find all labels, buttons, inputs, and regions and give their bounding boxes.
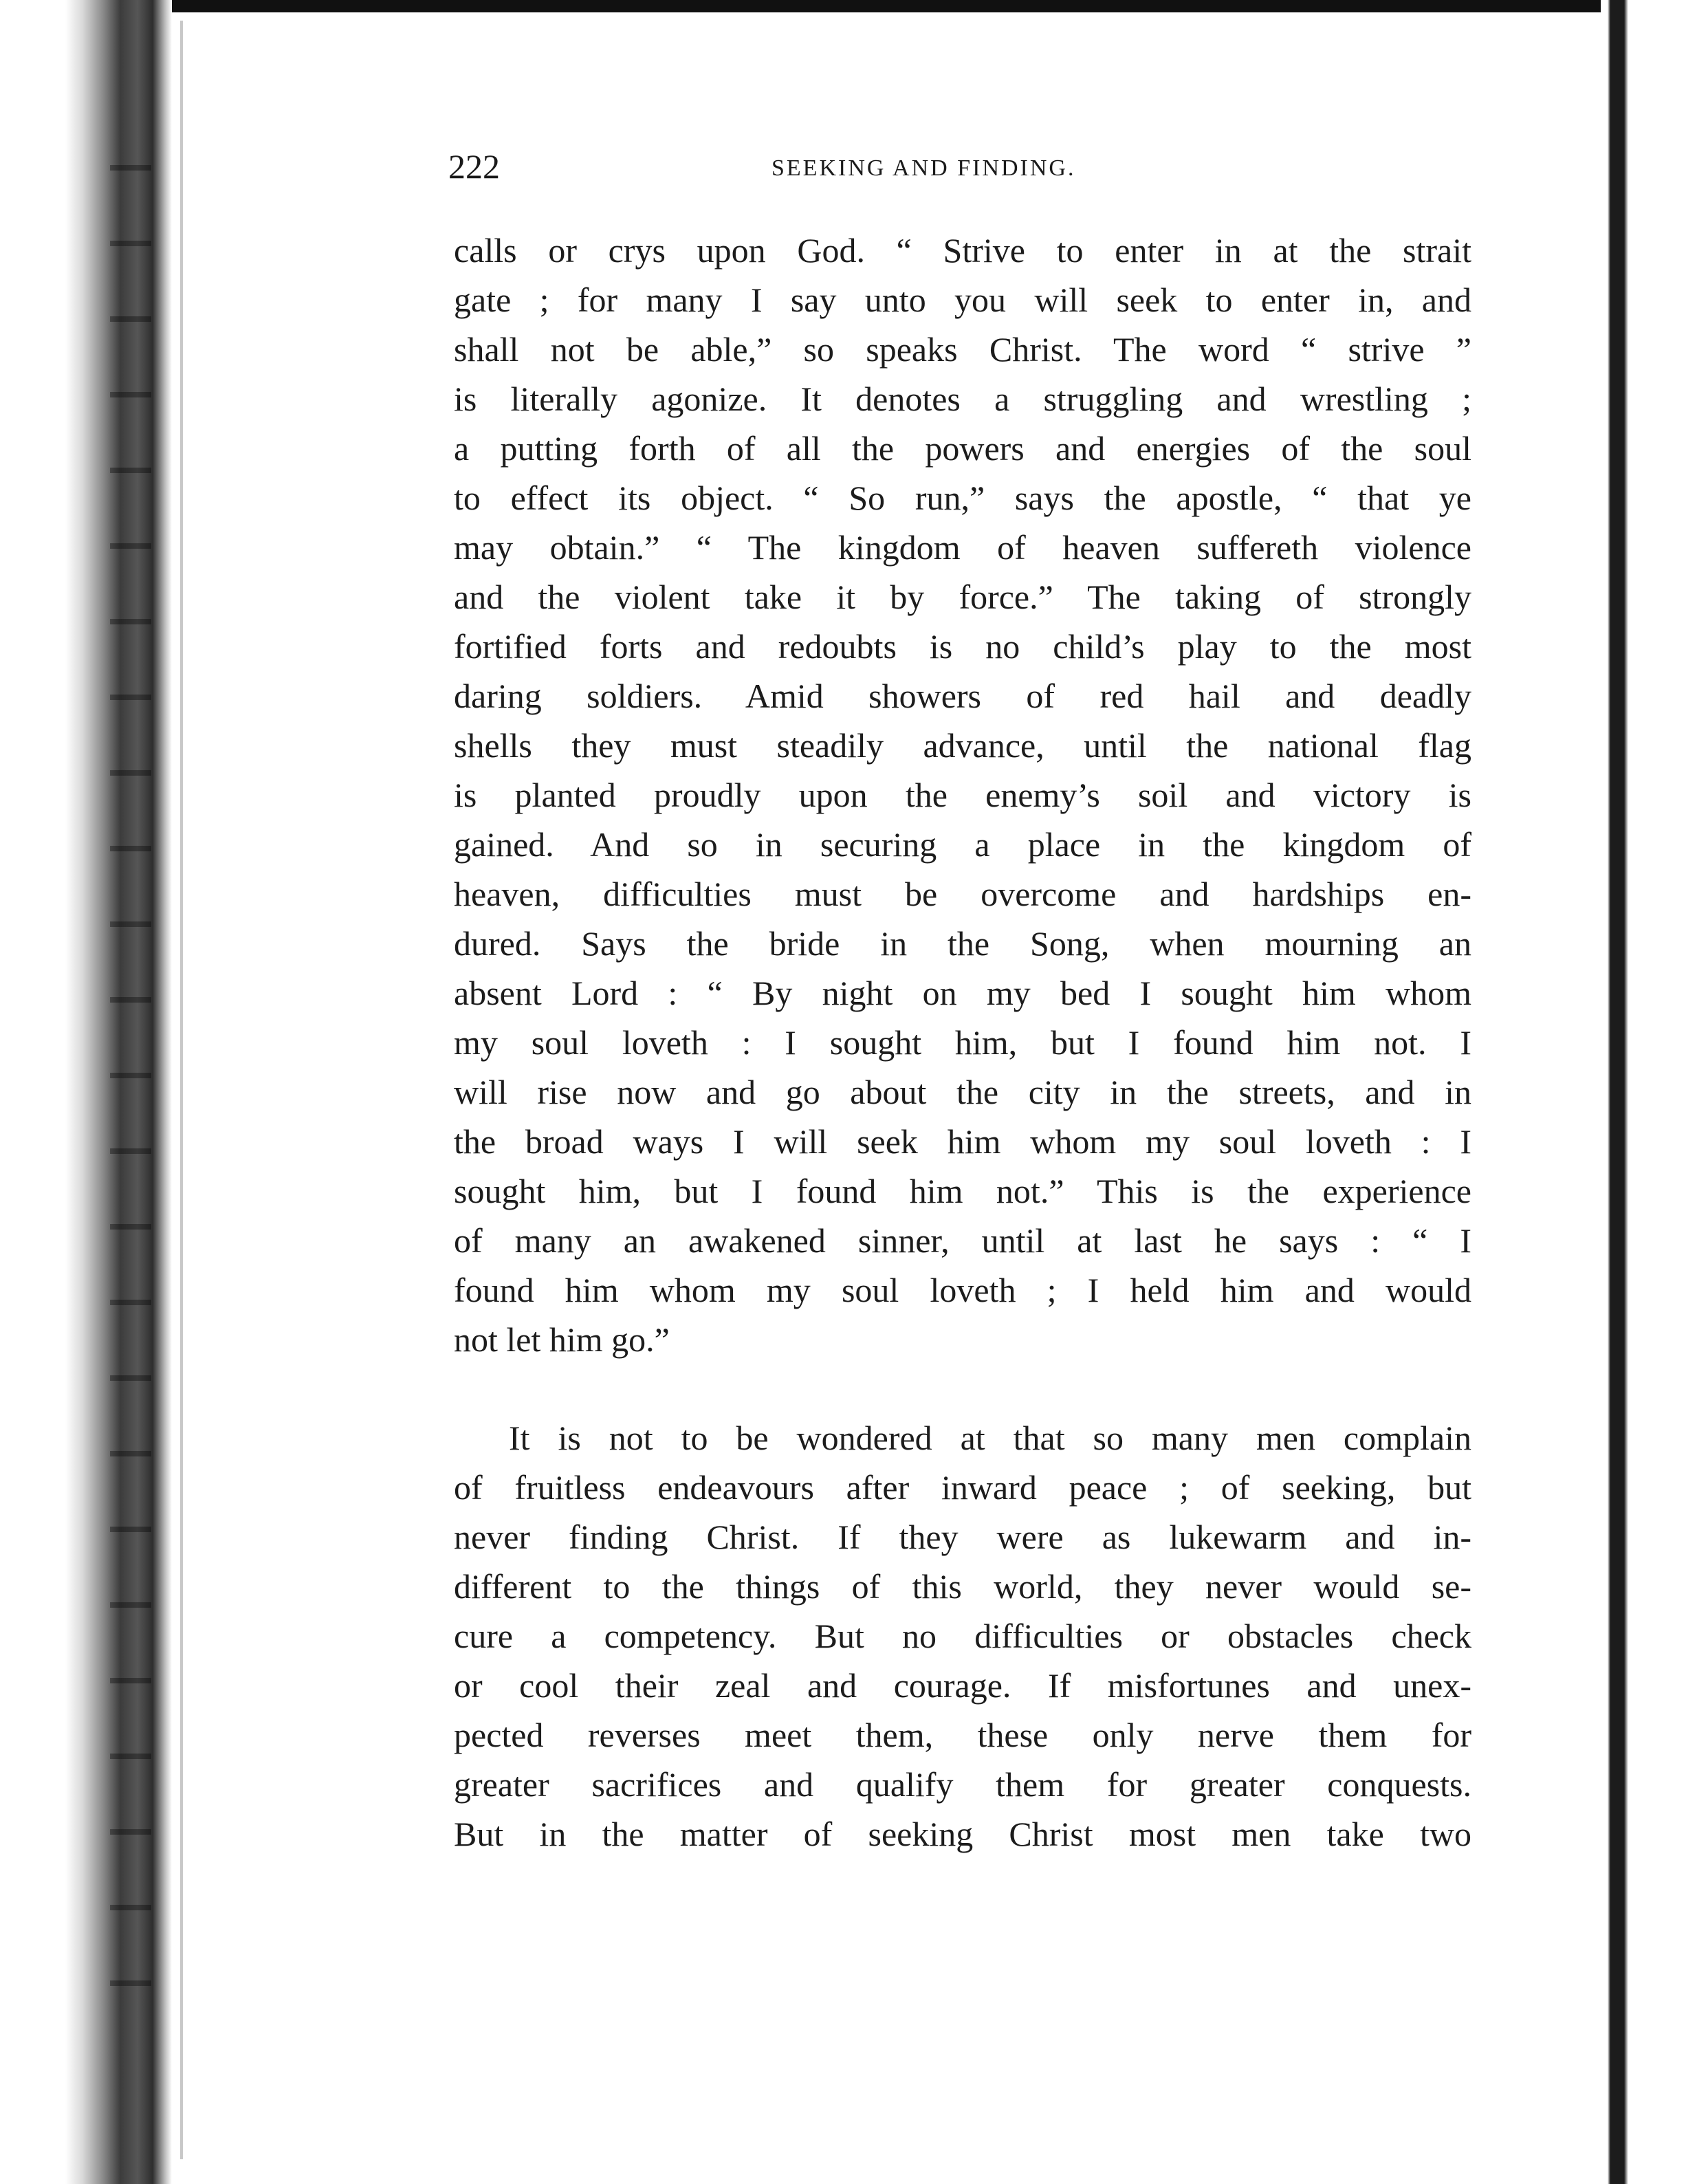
text-line: to effect its object. “ So run,” says the apostle, “ that ye bbox=[454, 479, 1471, 517]
text-line: may obtain.” “ The kingdom of heaven suffereth violence bbox=[454, 528, 1471, 567]
text-line: dured. Says the bride in the Song, when mourning an bbox=[454, 924, 1471, 963]
text-line: will rise now and go about the city in the streets, and in bbox=[454, 1073, 1471, 1111]
text-line: absent Lord : “ By night on my bed I sought him whom bbox=[454, 974, 1471, 1012]
page-number: 222 bbox=[448, 147, 500, 186]
text-line: gate ; for many I say unto you will seek to enter in, and bbox=[454, 281, 1471, 319]
text-line: fortified forts and redoubts is no child’s play to the most bbox=[454, 627, 1471, 666]
text-line: calls or crys upon God. “ Strive to enter in at the strait bbox=[454, 231, 1471, 270]
text-line: shells they must steadily advance, until the national flag bbox=[454, 726, 1471, 765]
text-line: It is not to be wondered at that so many men complain bbox=[509, 1419, 1471, 1457]
text-line: the broad ways I will seek him whom my soul loveth : I bbox=[454, 1122, 1471, 1161]
text-line: gained. And so in securing a place in the kingdom of bbox=[454, 825, 1471, 864]
text-line: heaven, difficulties must be overcome and hardships en- bbox=[454, 875, 1471, 913]
scan-top-border bbox=[0, 0, 1686, 12]
text-line: is planted proudly upon the enemy’s soil and victory is bbox=[454, 776, 1471, 814]
text-line: pected reverses meet them, these only nerve them for bbox=[454, 1716, 1471, 1754]
text-line: not let him go.” bbox=[454, 1320, 670, 1359]
gutter-page-edges bbox=[110, 138, 151, 1994]
text-line: and the violent take it by force.” The taking of strongly bbox=[454, 578, 1471, 616]
text-line: different to the things of this world, they never would se- bbox=[454, 1567, 1471, 1606]
text-line: But in the matter of seeking Christ most men take two bbox=[454, 1815, 1471, 1853]
text-line: cure a competency. But no difficulties or obstacles check bbox=[454, 1617, 1471, 1655]
text-line: greater sacrifices and qualify them for greater conquests. bbox=[454, 1765, 1471, 1804]
running-head bbox=[448, 146, 1452, 187]
paragraph-2 bbox=[454, 1413, 1471, 1859]
text-line: daring soldiers. Amid showers of red hail and deadly bbox=[454, 677, 1471, 715]
text-line: never finding Christ. If they were as lukewarm and in- bbox=[454, 1518, 1471, 1556]
scan-right-border bbox=[1601, 0, 1686, 2184]
text-line: a putting forth of all the powers and energies of the soul bbox=[454, 429, 1471, 468]
text-line: or cool their zeal and courage. If misfortunes and unex- bbox=[454, 1666, 1471, 1705]
text-line: of fruitless endeavours after inward peace ; of seeking, but bbox=[454, 1468, 1471, 1507]
running-title: SEEKING AND FINDING. bbox=[771, 155, 1076, 181]
text-line: found him whom my soul loveth ; I held him and would bbox=[454, 1271, 1471, 1309]
text-line: is literally agonize. It denotes a struggling and wrestling ; bbox=[454, 380, 1471, 418]
page-edge-line bbox=[180, 21, 183, 2159]
text-line: of many an awakened sinner, until at last he says : “ I bbox=[454, 1221, 1471, 1260]
text-line: my soul loveth : I sought him, but I found him not. I bbox=[454, 1023, 1471, 1062]
paragraph-1 bbox=[454, 226, 1471, 1364]
text-line: sought him, but I found him not.” This is the experience bbox=[454, 1172, 1471, 1210]
text-line: shall not be able,” so speaks Christ. The word “ strive ” bbox=[454, 330, 1471, 369]
